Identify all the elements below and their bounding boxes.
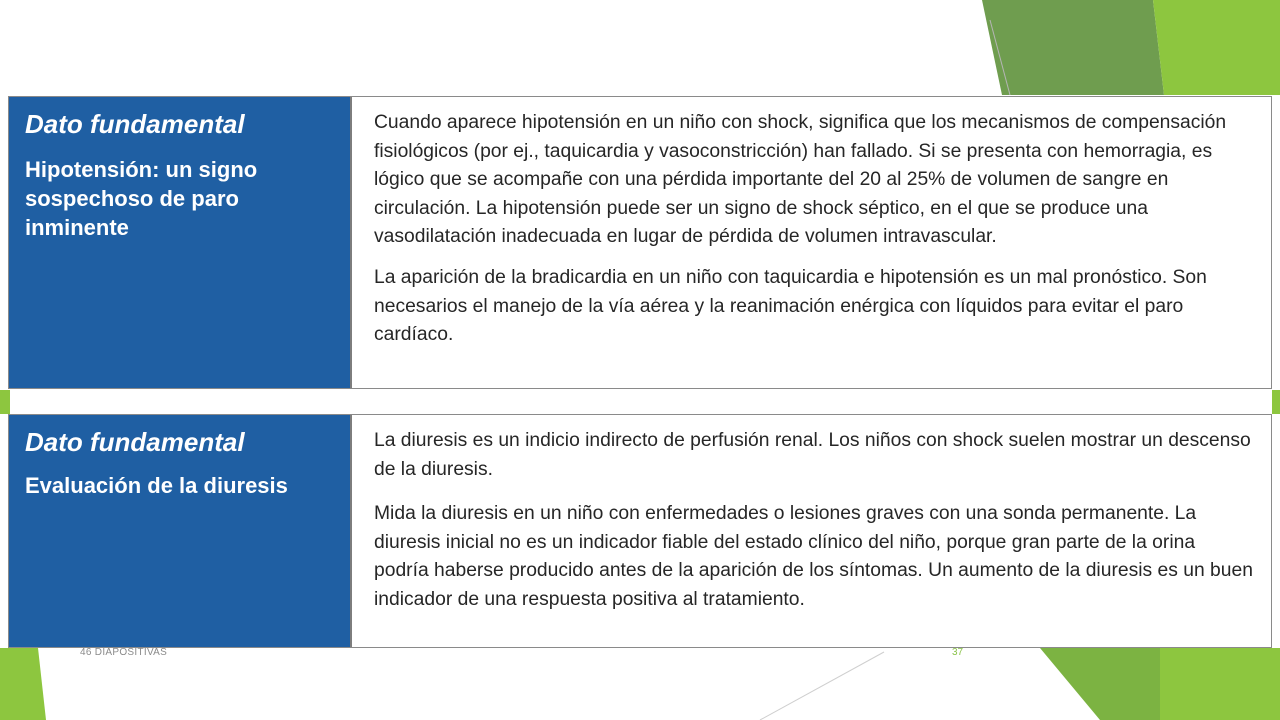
green-sliver-left	[0, 390, 10, 414]
body-paragraph: La diuresis es un indicio indirecto de perfusión renal. Los niños con shock suelen mostrar un descenso de la diuresis.	[374, 430, 1251, 480]
info-box-diuresis	[8, 414, 1272, 648]
info-box-title: Dato fundamental	[25, 109, 245, 139]
footer-page-number: 37	[952, 647, 964, 658]
info-box-title: Dato fundamental	[25, 427, 245, 457]
info-box-subtitle: Evaluación de la diuresis	[25, 473, 288, 498]
footer-slide-count: 46 DIAPOSITIVAS	[80, 647, 168, 658]
dark-green-facet-top	[982, 0, 1164, 95]
thin-decor-line-bottom	[760, 652, 884, 720]
body-paragraph: Mida la diuresis en un niño con enfermedades o lesiones graves con una sonda permanente. La diuresis inicial no es un indicador fiable del estado clínico del niño, porque gran parte de la orina podría haberse producido antes de la aparición de los síntomas. Un aumento de la diuresis es un buen indicador de una respuesta positiva al tratamiento.	[374, 503, 1253, 610]
medium-green-facet-bottom	[1040, 648, 1160, 720]
green-sliver-right	[1272, 390, 1280, 414]
light-green-facet-bottom	[1160, 648, 1280, 720]
info-box-subtitle: Hipotensión: un signo sospechoso de paro inminente	[25, 157, 258, 240]
body-paragraph: La aparición de la bradicardia en un niño con taquicardia e hipotensión es un mal pronóstico. Son necesarios el manejo de la vía aérea y la reanimación enérgica con líquidos para evitar el paro cardíaco.	[374, 266, 1207, 346]
body-paragraph: Cuando aparece hipotensión en un niño con shock, significa que los mecanismos de compensación fisiológicos (por ej., taquicardia y vasoconstricción) han fallado. Si se presenta con hemorragia, es lógico que se acompañe con una pérdida importante del 20 al 25% de volumen de sangre en circulación. La hipotensión puede ser un signo de shock séptico, en el que se produce una vasodilatación inadecuada en lugar de pérdida de volumen intravascular.	[374, 112, 1227, 248]
info-box-body	[352, 97, 1271, 388]
green-corner-bottom-left	[0, 648, 46, 720]
info-box-body	[352, 415, 1271, 647]
info-box-header-panel	[9, 97, 352, 388]
info-box-hypotension	[8, 96, 1272, 389]
info-box-header-panel	[9, 415, 352, 647]
light-green-facet-top	[1153, 0, 1280, 95]
